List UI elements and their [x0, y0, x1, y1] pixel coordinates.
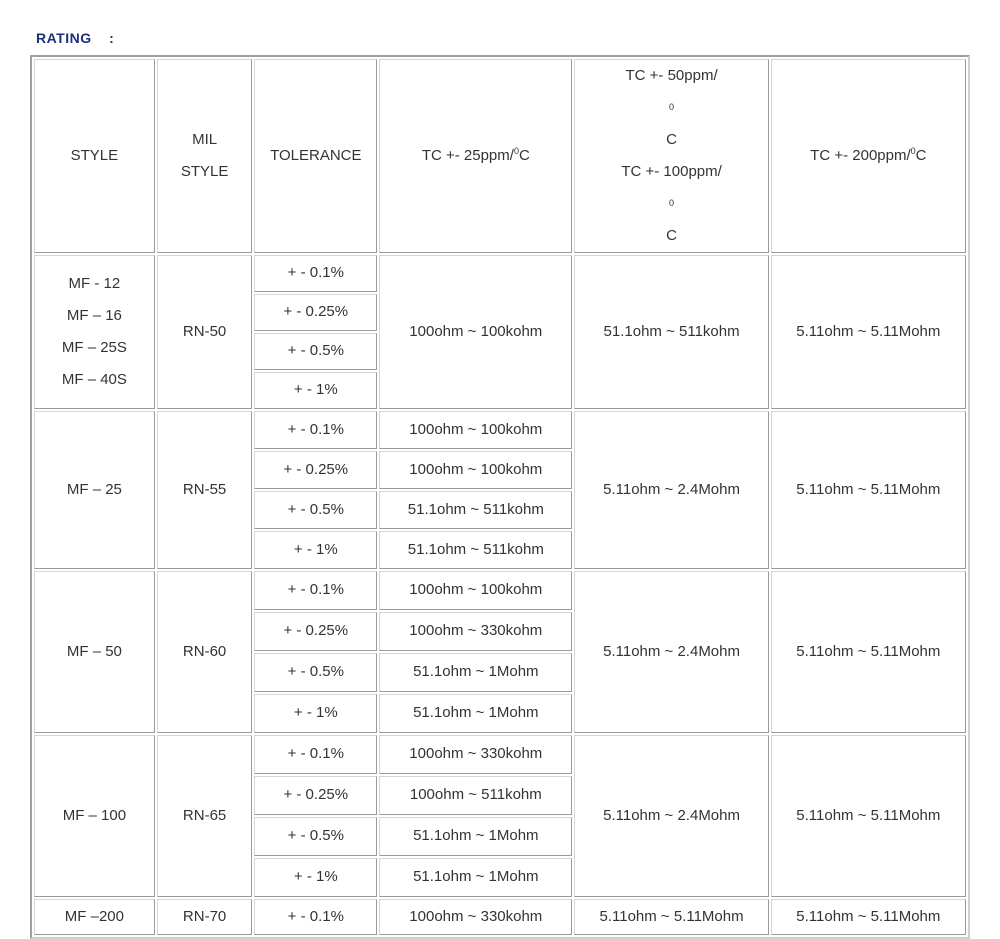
tc25-cell: 100ohm ~ 330kohm [379, 735, 572, 774]
tolerance-cell: + - 1% [254, 694, 377, 733]
tolerance-cell: + - 0.1% [254, 411, 377, 449]
tolerance-cell: + - 0.1% [254, 571, 377, 610]
tc25-cell: 51.1ohm ~ 511kohm [379, 491, 572, 529]
header-tc50-line: TC +- 50ppm/ $^0$ C [625, 67, 718, 148]
tc50-100-cell: 5.11ohm ~ 5.11Mohm [574, 899, 768, 935]
tolerance-cell: + - 0.1% [254, 735, 377, 774]
header-mil-style [157, 59, 253, 253]
style-cell: MF –200 [34, 899, 155, 935]
tolerance-cell: + - 0.25% [254, 451, 377, 489]
tc200-cell: 5.11ohm ~ 5.11Mohm [771, 411, 966, 569]
style-cell: MF – 50 [34, 571, 155, 733]
tc25-cell: 100ohm ~ 100kohm [379, 571, 572, 610]
header-mil-line: MIL [192, 131, 218, 148]
tc50-100-cell: 51.1ohm ~ 511kohm [574, 255, 768, 409]
tc25-cell: 100ohm ~ 100kohm [379, 255, 572, 409]
mil-style-cell: RN-65 [157, 735, 253, 897]
header-tolerance: TOLERANCE [254, 59, 377, 253]
tc50-100-cell: 5.11ohm ~ 2.4Mohm [574, 571, 768, 733]
mil-style-cell: RN-60 [157, 571, 253, 733]
table-row [34, 571, 966, 610]
tolerance-cell: + - 0.1% [254, 255, 377, 292]
tc25-cell: 51.1ohm ~ 1Mohm [379, 858, 572, 897]
tc25-cell: 51.1ohm ~ 1Mohm [379, 694, 572, 733]
tolerance-cell: + - 1% [254, 858, 377, 897]
section-heading: RATING : [36, 30, 115, 46]
tolerance-cell: + - 0.5% [254, 491, 377, 529]
mil-style-cell: RN-55 [157, 411, 253, 569]
tolerance-cell: + - 0.5% [254, 333, 377, 370]
style-cell: MF - 12 MF – 16 MF – 25S MF – 40S [34, 255, 155, 409]
tc50-100-cell: 5.11ohm ~ 2.4Mohm [574, 735, 768, 897]
tc200-cell: 5.11ohm ~ 5.11Mohm [771, 899, 966, 935]
style-cell: MF – 100 [34, 735, 155, 897]
header-tc50-100 [574, 59, 768, 253]
header-tc25: TC +- 25ppm/$^0$C [379, 59, 572, 253]
table-row [34, 899, 966, 935]
tc25-cell: 100ohm ~ 330kohm [379, 899, 572, 935]
tolerance-cell: + - 1% [254, 372, 377, 409]
tolerance-cell: + - 0.25% [254, 776, 377, 815]
tolerance-cell: + - 1% [254, 531, 377, 569]
mil-style-cell: RN-50 [157, 255, 253, 409]
style-cell: MF – 25 [34, 411, 155, 569]
header-tc200: TC +- 200ppm/$^0$C [771, 59, 966, 253]
table-row [34, 411, 966, 449]
tc25-cell: 51.1ohm ~ 511kohm [379, 531, 572, 569]
mil-style-cell: RN-70 [157, 899, 253, 935]
tolerance-cell: + - 0.5% [254, 817, 377, 856]
tolerance-cell: + - 0.25% [254, 612, 377, 651]
tc25-cell: 51.1ohm ~ 1Mohm [379, 817, 572, 856]
tc25-cell: 100ohm ~ 100kohm [379, 411, 572, 449]
tc200-cell: 5.11ohm ~ 5.11Mohm [771, 735, 966, 897]
tc200-cell: 5.11ohm ~ 5.11Mohm [771, 571, 966, 733]
tolerance-cell: + - 0.1% [254, 899, 377, 935]
tc50-100-cell: 5.11ohm ~ 2.4Mohm [574, 411, 768, 569]
table-row [34, 255, 966, 292]
header-tc100-line: TC +- 100ppm/ $^0$ C [621, 163, 722, 244]
rating-table [30, 55, 970, 939]
tolerance-cell: + - 0.25% [254, 294, 377, 331]
tolerance-cell: + - 0.5% [254, 653, 377, 692]
tc25-cell: 100ohm ~ 100kohm [379, 451, 572, 489]
tc200-cell: 5.11ohm ~ 5.11Mohm [771, 255, 966, 409]
tc25-cell: 51.1ohm ~ 1Mohm [379, 653, 572, 692]
tc25-cell: 100ohm ~ 511kohm [379, 776, 572, 815]
header-row [34, 59, 966, 253]
tc25-cell: 100ohm ~ 330kohm [379, 612, 572, 651]
header-style: STYLE [34, 59, 155, 253]
table-row [34, 735, 966, 774]
header-mil-line: STYLE [180, 163, 229, 180]
